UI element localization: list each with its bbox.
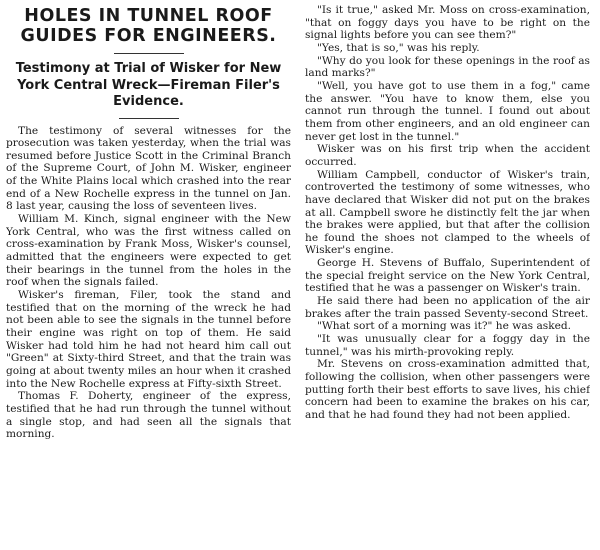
article-paragraph: "Well, you have got to use them in a fog," came the answer. "You have to know them, else you cannot run through the tunnel. I found out about them from other engineers, and an old engineer can never get lost in the tunnel." <box>305 79 590 143</box>
subheadline: Testimony at Trial of Wisker for New York Central Wreck—Fireman Filer's Evidence. <box>15 61 282 109</box>
right-column <box>303 4 590 550</box>
headline-line-1: HOLES IN TUNNEL ROOF <box>24 6 273 26</box>
article-paragraph: Wisker was on his first trip when the accident occurred. <box>305 143 590 168</box>
article-paragraph: He said there had been no application of the air brakes after the train passed Seventy-second Street. <box>305 295 590 320</box>
article-paragraph: Mr. Stevens on cross-examination admitted that, following the collision, when other passengers were putting forth their best efforts to save lives, his chief concern had been to examine the brakes on his car, and that he had found they had not been applied. <box>305 358 590 421</box>
article-paragraph: George H. Stevens of Buffalo, Superintendent of the special freight service on the New York Central, testified that he was a passenger on Wisker's train. <box>305 257 590 295</box>
article-paragraph: Thomas F. Doherty, engineer of the express, testified that he had run through the tunnel without a single stop, and had seen all the signals that morning. <box>6 390 291 441</box>
headline-line-2: GUIDES FOR ENGINEERS. <box>20 26 277 46</box>
article-paragraph: William M. Kinch, signal engineer with the New York Central, who was the first witness called on cross-examination by Frank Moss, Wisker's counsel, admitted that the engineers were expected to get their bearings in the tunnel from the holes in the roof when the signals failed. <box>6 213 291 289</box>
headline-divider <box>114 53 184 54</box>
left-column <box>6 4 293 550</box>
article-paragraph: Wisker's fireman, Filer, took the stand and testified that on the morning of the wreck he had not been able to see the signals in the tunnel before their engine was right on top of them. He said Wisker had told him he had not heard him call out "Green" at Sixty-third Street, and that the train was going at about twenty miles an hour when it crashed into the New Rochelle express at Fifty-sixth Street. <box>6 289 291 390</box>
article-paragraph: William Campbell, conductor of Wisker's train, controverted the testimony of some witnesses, who have declared that Wisker did not put on the brakes at all. Campbell swore he distinctly felt the jar when the brakes were applied, but that after the collision he found the shoes not clamped to the wheels of Wisker's engine. <box>305 168 590 257</box>
article-paragraph: "Yes, that is so," was his reply. <box>317 41 480 54</box>
subhead-divider <box>119 118 179 119</box>
article-paragraph: "Why do you look for these openings in the roof as land marks?" <box>305 54 590 80</box>
article-paragraph: "Is it true," asked Mr. Moss on cross-examination, "that on foggy days you have to be right on the signal lights before you can see them?" <box>305 4 590 42</box>
article-paragraph: The testimony of several witnesses for the prosecution was taken yesterday, when the trial was resumed before Justice Scott in the Criminal Branch of the Supreme Court, of John M. Wisker, engineer of the White Plains local which crashed into the rear end of a New Rochelle express in the tunnel on Jan. 8 last year, causing the loss of seventeen lives. <box>6 124 291 213</box>
article-paragraph: "What sort of a morning was it?" he was asked. <box>317 320 572 333</box>
article-paragraph: "It was unusually clear for a foggy day in the tunnel," was his mirth-provoking reply. <box>305 333 590 358</box>
